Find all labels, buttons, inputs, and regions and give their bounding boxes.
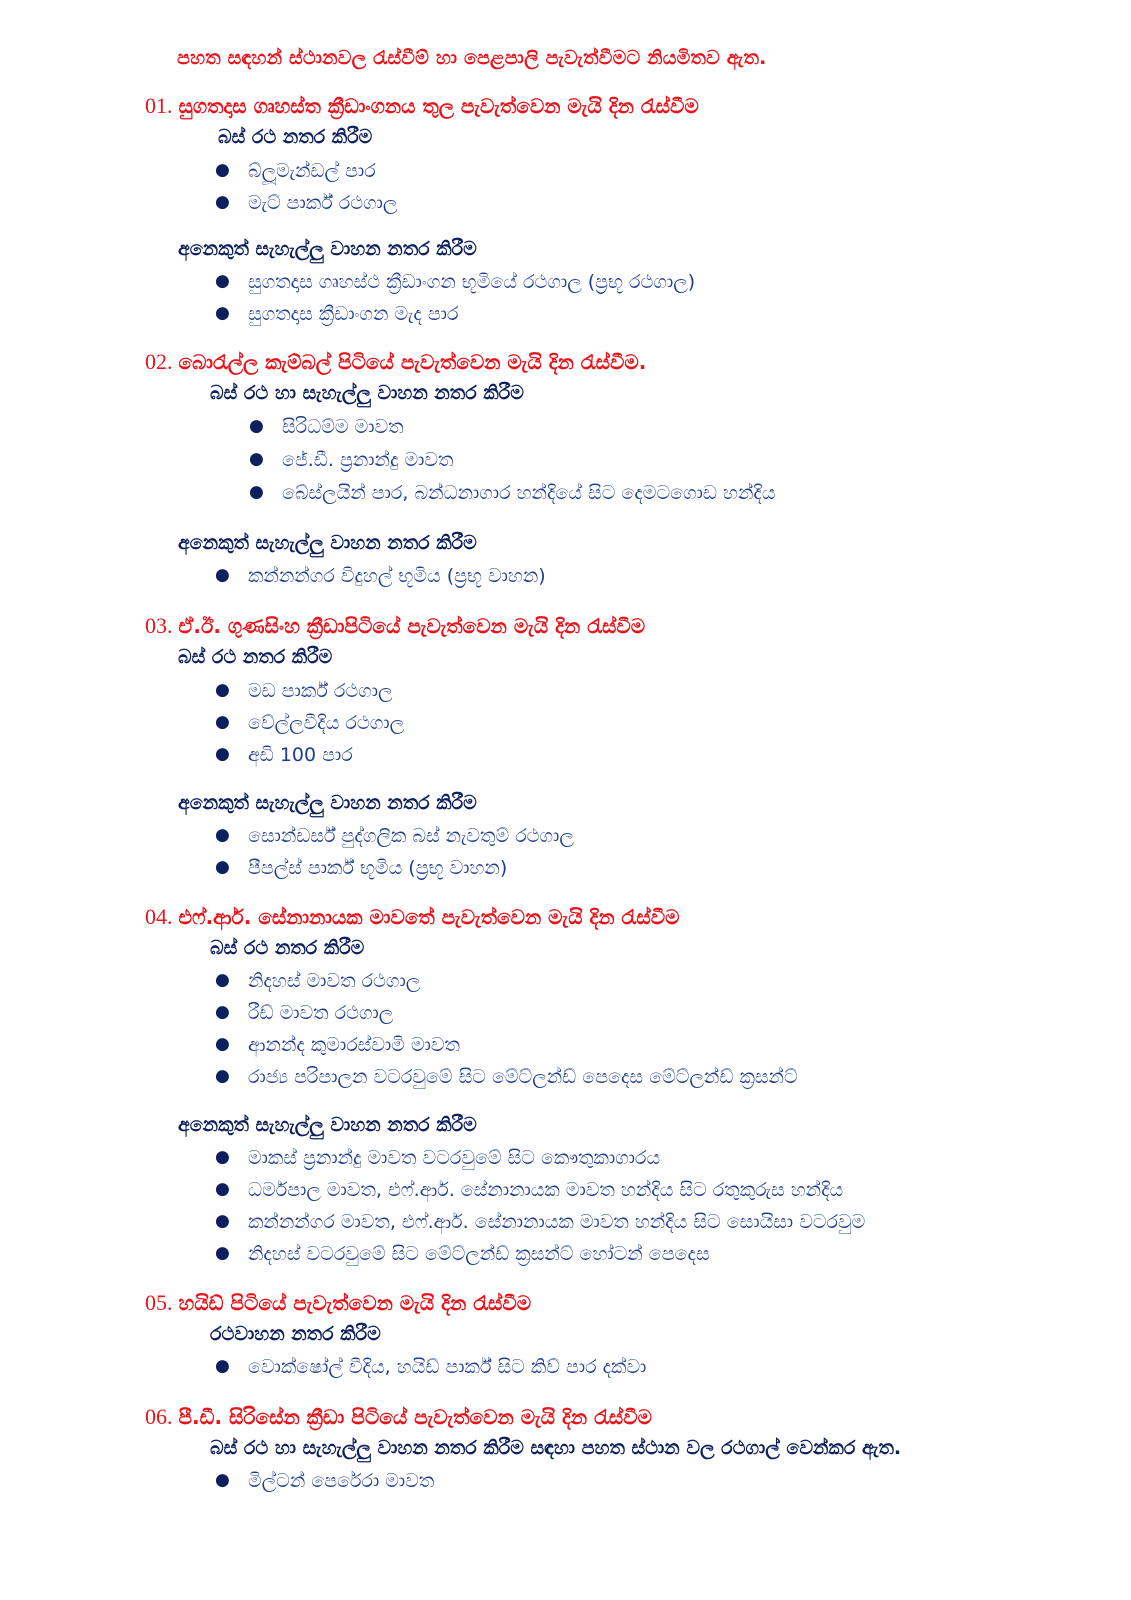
bullet-icon: ● — [215, 1243, 230, 1263]
section-heading: එෆ්.ආර්. සේනානායක මාවතේ පැවැත්වෙන මැයි දින රැස්වීම — [178, 905, 680, 929]
list-item: ● ආනන්ද කුමාරස්වාමි මාවත — [215, 1034, 460, 1056]
list-item: ● බ්ලූමැන්ඩල් පාර — [215, 160, 376, 182]
bullet-icon: ● — [215, 1211, 230, 1231]
bullet-icon: ● — [215, 271, 230, 291]
section-title-05 — [145, 1290, 531, 1316]
bullet-icon: ● — [215, 680, 230, 700]
list-item: ● කන්නන්ගර මාවත, එෆ්.ආර්. සේනානායක මාවත හන්දිය සිට සොයිසා වටරවුම — [215, 1211, 866, 1233]
bullet-icon: ● — [215, 160, 230, 180]
section-heading: පී.ඩී. සිරිසේන ක්‍රීඩා පිටියේ පැවැත්වෙන මැයි දින රැස්වීම — [178, 1405, 653, 1429]
list-item: ● කන්නන්ගර විදුහල් භූමිය (ප්‍රභූ වාහන) — [215, 565, 546, 587]
list-item: ● සුගතදාස ක්‍රීඩාංගන මැද පාර — [215, 303, 459, 325]
bullet-icon: ● — [215, 1002, 230, 1022]
bullet-icon: ● — [215, 1470, 230, 1490]
subheading: අනෙකුත් සැහැල්ලු වාහන නතර කිරීම — [178, 532, 477, 554]
subheading: රථවාහන නතර කිරීම — [210, 1323, 381, 1345]
bullet-icon: ● — [215, 970, 230, 990]
list-item: ● පීපල්ස් පාර්ක් භූමිය (ප්‍රභූ වාහන) — [215, 857, 508, 879]
list-item: ● සොන්ඩර්ස් පුද්ගලික බස් නැවතුම් රථගාල — [215, 825, 574, 847]
list-item: ● මැට් පාර්ක් රථගාල — [215, 192, 398, 214]
bullet-icon: ● — [215, 192, 230, 212]
bullet-icon: ● — [215, 1066, 230, 1086]
section-heading: බොරැල්ල කැම්බල් පිටියේ පැවැත්වෙන මැයි දින රැස්වීම. — [178, 350, 647, 374]
subheading: බස් රථ නතර කිරීම — [210, 937, 365, 959]
list-item: ● නිදහස් වටරවුමේ සිට මේට්ලන්ඩ් ක්‍රසන්ට් හෝටන් පෙදෙස — [215, 1243, 710, 1265]
subheading: අනෙකුත් සැහැල්ලු වාහන නතර කිරීම — [178, 792, 477, 814]
bullet-icon: ● — [215, 1034, 230, 1054]
section-number: 02. — [145, 349, 173, 374]
subheading: බස් රථ හා සැහැල්ලු වාහන නතර කිරීම — [210, 382, 524, 404]
bullet-icon: ● — [249, 449, 264, 469]
list-item: ● අඩි 100 පාර — [215, 744, 353, 766]
section-title-01 — [145, 93, 699, 119]
list-item: ● වේල්ලවීදිය රථගාල — [215, 712, 405, 734]
section-title-04 — [145, 904, 680, 930]
bullet-icon: ● — [215, 303, 230, 323]
list-item: ● රීඩ් මාවත රථගාල — [215, 1002, 394, 1024]
list-item: ● සුගතදාස ගෘහස්ථ ක්‍රීඩාංගන භූමියේ රථගාල (ප්‍රභූ රථගාල) — [215, 271, 696, 293]
bullet-icon: ● — [215, 857, 230, 877]
bullet-icon: ● — [215, 1356, 230, 1376]
list-item: ● රාජ්‍ය පරිපාලන වටරවුමේ සිට මේට්ලන්ඩ් පෙදෙස මේට්ලන්ඩ් ක්‍රසන්ට් — [215, 1066, 798, 1088]
section-title-03 — [145, 613, 645, 639]
section-heading: හයිඩ් පිටියේ පැවැත්වෙන මැයි දින රැස්වීම — [178, 1291, 532, 1315]
intro-line: පහත සඳහන් ස්ථානවල රැස්වීම් හා පෙළපාලි පැවැත්වීමට නියමිතව ඇත. — [177, 47, 767, 69]
list-item: ● නිදහස් මාවත රථගාල — [215, 970, 421, 992]
section-heading: ඒ.ඊ. ගුණසිංහ ක්‍රීඩාපිටියේ පැවැත්වෙන මැයි දින රැස්වීම — [178, 614, 646, 638]
list-item: ● මාකස් ප්‍රනාන්දු මාවත වටරවුමේ සිට කෞතුකාගාරය — [215, 1147, 661, 1169]
section-title-02 — [145, 349, 646, 375]
section-number: 03. — [145, 613, 173, 638]
section-number: 01. — [145, 93, 173, 118]
subheading: බස් රථ හා සැහැල්ලු වාහන නතර කිරීම සඳහා පහත ස්ථාන වල රථගාල් වෙන්කර ඇත. — [210, 1437, 902, 1459]
subheading: අනෙකුත් සැහැල්ලු වාහන නතර කිරීම — [178, 1114, 477, 1136]
bullet-icon: ● — [215, 712, 230, 732]
bullet-icon: ● — [215, 744, 230, 764]
list-item: ● ජේ.ඩී. ප්‍රනාන්දු මාවත — [249, 449, 454, 471]
subheading: අනෙකුත් සැහැල්ලු වාහන නතර කිරීම — [178, 238, 477, 260]
bullet-icon: ● — [215, 825, 230, 845]
list-item: ● වොක්ෂෝල් වීදිය, හයිඩ් පාර්ක් සිට කිව් පාර දක්වා — [215, 1356, 647, 1378]
list-item: ● බේස්ලයින් පාර, බන්ධනාගාර හන්දියේ සිට දෙමටගොඩ හන්දිය — [249, 482, 776, 504]
list-item: ● සිරිධම්ම මාවත — [249, 416, 404, 438]
list-item: ● මඩ පාර්ක් රථගාල — [215, 680, 393, 702]
subheading: බස් රථ නතර කිරීම — [178, 646, 333, 668]
bullet-icon: ● — [215, 565, 230, 585]
bullet-icon: ● — [249, 416, 264, 436]
subheading: බස් රථ නතර කිරීම — [218, 126, 373, 148]
section-heading: සුගතදාස ගෘහස්ත ක්‍රීඩාංගනය තුල පැවැත්වෙන මැයි දින රැස්වීම — [178, 94, 699, 118]
list-item: ● ධර්මපාල මාවත, එෆ්.ආර්. සේනානායක මාවත හන්දිය සිට රතුකුරුස හන්දිය — [215, 1179, 844, 1201]
section-number: 05. — [145, 1290, 173, 1315]
bullet-icon: ● — [215, 1147, 230, 1167]
section-title-06 — [145, 1404, 652, 1430]
list-item: ● මිල්ටන් පෙරේරා මාවත — [215, 1470, 435, 1492]
section-number: 04. — [145, 904, 173, 929]
bullet-icon: ● — [215, 1179, 230, 1199]
bullet-icon: ● — [249, 482, 264, 502]
section-number: 06. — [145, 1404, 173, 1429]
